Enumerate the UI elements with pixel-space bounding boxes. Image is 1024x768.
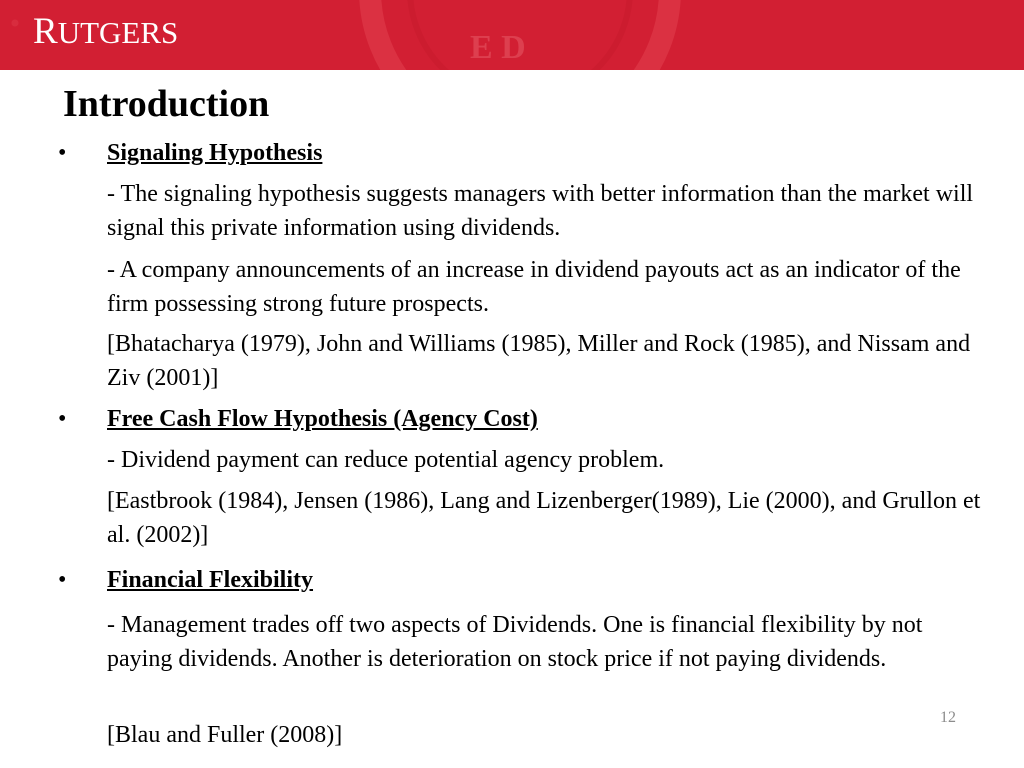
citation-paragraph: [Eastbrook (1984), Jensen (1986), Lang and Lizenberger(1989), Lie (2000), and Grullon et al. (2002)]: [107, 488, 981, 548]
logo-initial: R: [33, 11, 58, 52]
svg-text:🞄: 🞄: [10, 4, 20, 37]
bullet-icon: •: [58, 567, 67, 593]
bullet-icon: •: [58, 140, 67, 166]
section-heading-signaling: Signaling Hypothesis: [107, 140, 323, 166]
slide-title: Introduction: [63, 83, 270, 125]
section-paragraph: - A company announcements of an increase in dividend payouts act as an indicator of the firm possessing strong future prospects.: [107, 257, 961, 317]
section-paragraph: - Dividend payment can reduce potential agency problem.: [107, 447, 665, 473]
rutgers-logo: [33, 10, 178, 55]
section-heading-financial-flexibility: Financial Flexibility: [107, 567, 314, 593]
page-number: 12: [940, 709, 956, 726]
section-paragraph: - The signaling hypothesis suggests managers with better information than the market will signal this private information using dividends.: [107, 181, 974, 241]
section-heading-free-cash-flow: Free Cash Flow Hypothesis (Agency Cost): [107, 406, 538, 432]
svg-text:E D: E D: [470, 29, 526, 66]
citation-paragraph: [Blau and Fuller (2008)]: [107, 722, 343, 748]
citation-paragraph: [Bhatacharya (1979), John and Williams (1985), Miller and Rock (1985), and Nissam and Ziv (2001)]: [107, 331, 971, 391]
section-paragraph: - Management trades off two aspects of Dividends. One is financial flexibility by not paying dividends. Another is deterioration on stock price if not paying dividends.: [107, 612, 923, 672]
logo-rest: UTGERS: [57, 15, 179, 50]
header-banner: [0, 0, 1024, 70]
bullet-icon: •: [58, 406, 67, 432]
